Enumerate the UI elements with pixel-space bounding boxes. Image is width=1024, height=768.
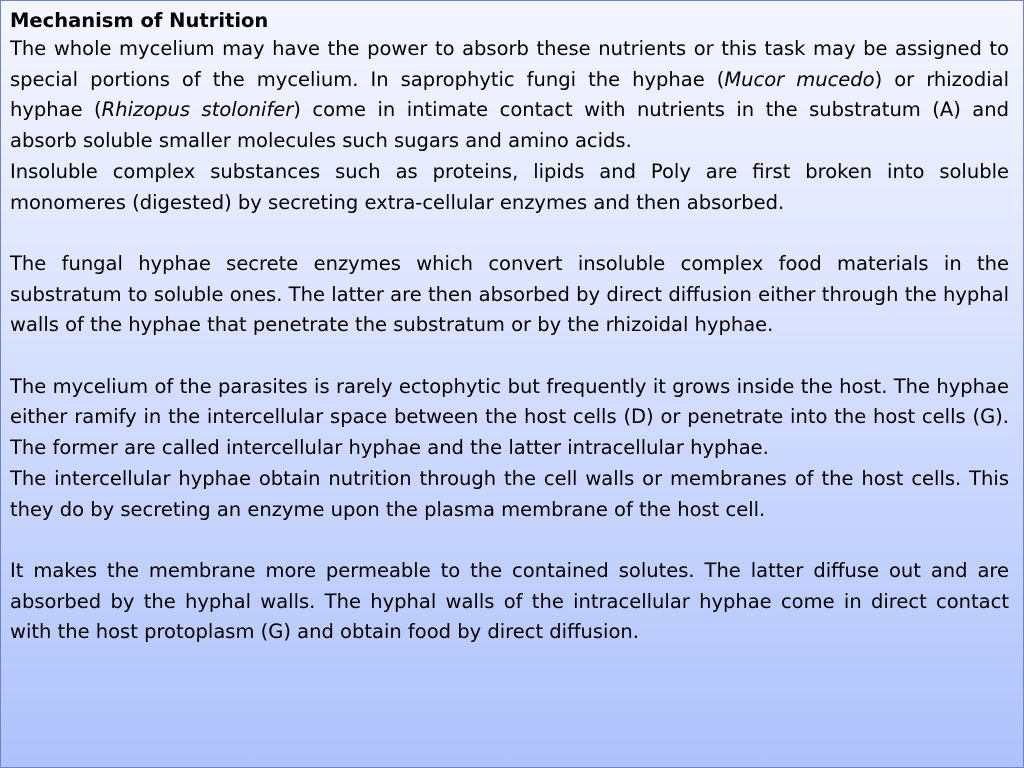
species-name-mucor: Mucor mucedo	[724, 67, 875, 91]
slide-content	[10, 8, 1009, 648]
slide-title: Mechanism of Nutrition	[10, 9, 269, 32]
paragraph-enzymes: The fungal hyphae secrete enzymes which convert insoluble complex food materials in the substratum to soluble ones. The latter are then absorbed by direct diffusion either through the hyphal walls of the hyphae that penetrate the substratum or by the rhizoidal hyphae.	[10, 251, 1009, 337]
paragraph-absorption-text-1: The whole mycelium may have the power to absorb these nutrients or this task may be assigned to special portions of the mycelium. In saprophytic fungi the hyphae (	[10, 37, 1009, 91]
paragraph-spacer	[10, 341, 1009, 372]
paragraph-absorption-text-3: ) come in intimate contact with nutrients in the substratum (A) and absorb soluble smaller molecules such sugars and amino acids.	[10, 98, 1009, 153]
paragraph-spacer	[10, 525, 1009, 556]
paragraph-absorption-text-2: ) or rhizodial hyphae (	[10, 67, 1009, 122]
paragraph-absorption	[10, 34, 1009, 157]
paragraph-permeability: It makes the membrane more permeable to the contained solutes. The latter diffuse out and are absorbed by the hyphal walls. The hyphal walls of the intracellular hyphae come in direct contact with the host protoplasm (G) and obtain food by direct diffusion.	[10, 558, 1009, 644]
paragraph-intercellular: The intercellular hyphae obtain nutrition through the cell walls or membranes of the host cells. This they do by secreting an enzyme upon the plasma membrane of the host cell.	[10, 466, 1009, 521]
paragraph-parasites: The mycelium of the parasites is rarely ectophytic but frequently it grows inside the host. The hyphae either ramify in the intercellular space between the host cells (D) or penetrate into the host cells (G). The former are called intercellular hyphae and the latter intracellular hyphae.	[10, 374, 1009, 460]
paragraph-spacer	[10, 218, 1009, 249]
paragraph-digestion: Insoluble complex substances such as proteins, lipids and Poly are first broken into soluble monomeres (digested) by secreting extra-cellular enzymes and then absorbed.	[10, 159, 1009, 214]
species-name-rhizopus: Rhizopus stolonifer	[101, 98, 294, 122]
